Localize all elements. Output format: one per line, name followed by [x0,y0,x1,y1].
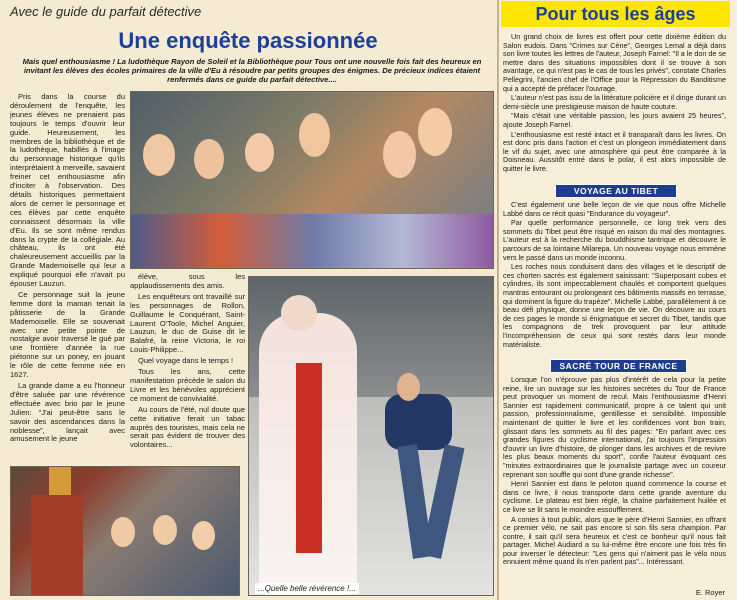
article-column-1 [10,93,125,461]
clothing-band [131,214,493,268]
paragraph: C'est également une belle leçon de vie que nous offre Michelle Labbé dans ce récit quasi "Endurance du voyageur". [503,201,726,218]
paragraph: La grande dame a eu l'honneur d'être saluée par une révérence effectuée avec brio par le jeune Julien: "J'ai peut-être sans le savoir des ascendances dans la noblesse", lançait avec amusement le jeune [10,381,125,444]
right-column-section-2 [503,201,726,356]
child-figure [111,517,135,547]
child-figure [194,139,224,179]
headline: Une enquête passionnée [118,28,378,53]
paragraph: Un grand choix de livres est offert pour cette dixième édition du Salon eudois. Dans "Crimes sur Cène", Georges Lemal a déjà dans son livre toutes les lettres de l'auteur, Joseph Farnel: "Il a le don de se mettre dans des situations impossibles dont il se trouve à son avantage, ce qui n'est pas le cas de tous les privés", constate Charles Pellegrini, l'ancien chef de l'Office pour la Répression du Banditisme qui a accepté de préfacer l'ouvrage. [503,33,726,93]
child-figure [383,131,416,178]
right-title: Pour tous les âges [501,1,730,27]
paragraph: Ce personnage suit la jeune femme dont la maman tenait la pâtisserie de la Grande Mademoiselle. Elle se souvenait avec une petite pointe de nostalgie avoir traversé le gué par une frontière d'année la rue piétonne sur un poney, en jouant le rôle de cette femme née en 1627. [10,289,125,380]
boy-torso [385,394,452,450]
paragraph: Quel voyage dans le temps ! [138,356,234,366]
kicker: Avec le guide du parfait détective [10,4,202,19]
paragraph: L'auteur n'est pas issu de la littérature policière et il dirige durant un demi-siècle une prestigieuse maison de haute couture. [503,93,726,111]
costumed-figure [31,495,83,595]
paragraph: élève, sous les applaudissements des amis. [130,273,245,290]
right-column-section-3 [503,376,726,581]
child-figure [153,515,177,545]
paragraph: Par quelle performance personnelle, ce long trek vers des sommets du Tibet peut être risqué en raison du mal des montagnes. L'auteur est à la recherche du bouddhisme tantrique et découvre le parcours de sa lointaine Milarepa. Un nouveau voyage nous emmène vers le passé dans un monde inconnu. [503,218,726,262]
paragraph: "Mais c'était une véritable passion, les jours avaient 25 heures", ajoute Joseph Farnel. [503,111,726,129]
adult-figure [299,113,330,157]
child-figure [245,133,274,172]
group-photo [130,91,494,269]
section-heading: VOYAGE AU TIBET [555,184,677,198]
paragraph: A contes à tout public, alors que le père d'Henri Sannier, en offrant ce premier vélo, ne sait pas encore si son fils sera champion. Par contre, il sait qu'il sera heureux et c'est ce bonheur qu'il nous fait partager. Michel Audiard a su lui-même être encore une fois très fin pour inverser le détecteur: "Les gens qui n'aiment pas le vélo nous ennuient même quand ils n'en parlent pas"... Intéressant. [503,514,726,567]
signature: E. Royer [695,588,725,597]
section-heading: SACRÉ TOUR DE FRANCE [550,359,687,373]
red-sash [296,363,322,553]
paragraph: Les enquêteurs ont travaillé sur les personnages de Rollon, Guillaume le Conquérant, Saint-Laurent O'Toole, Michel Anguier, Lauzun, le duc de Guise dit le Balafré, la reine Victoria, le roi Louis-Philippe... [130,291,245,355]
adult-figure [418,108,452,156]
children-photo [10,466,240,596]
intro: Mais quel enthousiasme ! La ludothèque Rayon de Soleil et la Bibliothèque pour Tous ont une nouvelle fois fait des heureux en invitant les élèves des écoles primaires de la ville d'Eu à résoudre par petits groupes des énigmes. De précieux indices étaient renfermés dans ce guide du parfait détective.... [22,57,482,84]
right-column-section-1 [503,33,726,183]
child-figure [192,521,215,550]
paragraph: Pris dans la course du déroulement de l'enquête, les jeunes élèves ne prenaient pas toujours le temps d'ouvrir leur guide. Heureusement, les membres de la bibliothèque et de la ludothèque, habillés à l'image du personnage historique qu'ils interprétaient à merveille, savaient freiner cet enthousiasme afin d'inciter à l'observation. Des détails historiques permettaient alors de cerner le personnage et ces élèves par cette enquête connaissent désormais la ville d'Eu. Ils se sont même rendus dans la crypte de la collégiale. Au château, ils ont été chaleureusement accueillis par la Grande Mademoiselle qui leur a expliqué pourquoi elle n'avait pu épouser Lauzun. [10,93,125,289]
reverence-photo [248,276,494,596]
mitre-shape [49,467,71,495]
costume-head [281,295,317,331]
child-figure [143,134,175,176]
boy-head [397,373,420,401]
paragraph: L'enthousiasme est resté intact et il transparaît dans les livres. On est donc pris dans l'action et c'est un plongeon immédiatement dans le vif du sujet, avec une atmosphère qui peut être comparée à la Doisneau. Aussitôt entré dans le polar, il est alors impossible de quitter le livre. [503,129,726,173]
paragraph: Les roches nous conduisent dans des villages et le descriptif de ces chorten sacrés est également saisissant: "Superposant cubes et cylindres, ils sont impeccablement chaulés et comportent quelques mantras entourant ou prolongeant ces bâtiments massifs en terrasse, qui dominent la figure du trapèze". Michelle Labbé, parallèlement à ce beau défi physique, donne une leçon de vie. On découvre au cours de ces pages le monde si énigmatique et secret du Tibet, tandis que les compagnons de trek provoquent par leur attitude l'incompréhension de ceux qui sont restés dans leur monde matérialiste. [503,262,726,349]
paragraph: Tous les ans, cette manifestation précède le salon du Livre et les bénévoles apprécient ce moment de convivialité. [130,367,245,403]
paragraph: Henri Sannier est dans le peloton quand commence la course et dans ce livre, il nous transporte dans cette grande aventure du cyclisme. Le plateau est bien réglé, la chaîne parfaitement huilée et ce livre se lit sans le moindre essoufflement. [503,479,726,514]
paragraph: Lorsque l'on n'éprouve pas plus d'intérêt de cela pour la petite reine, lire un ouvrage sur les histoires secrètes du Tour de France peut provoquer un moment de recul. Mais l'enthousiasme d'Henri Sannier est rapidement communicatif, propre à ce talent qui unit passion, professionnalisme, gentillesse et sensibilité. Impossible maintenant de quitter le livre et les confidences vont bon train, glissant dans les sommets au fil des pages: "En parlant avec ces grandes figures du cyclisme international, j'ai toujours l'impression d'ouvrir un livre d'histoire, de plonger dans les archives et de revivre les plus beaux moments du sport", confie l'auteur évoquant ces "minutes extraordinaires que le journaliste partage avec un coureur reprenant son souffle qui sont d'une grande richesse". [503,376,726,479]
photo-caption: ...Quelle belle révérence !... [255,583,359,594]
paragraph: Au cours de l'été, nul doute que cette initiative ferait un tabac auprès des touristes, mais cela ne serait pas évident de trouver des volontaires... [130,404,245,450]
